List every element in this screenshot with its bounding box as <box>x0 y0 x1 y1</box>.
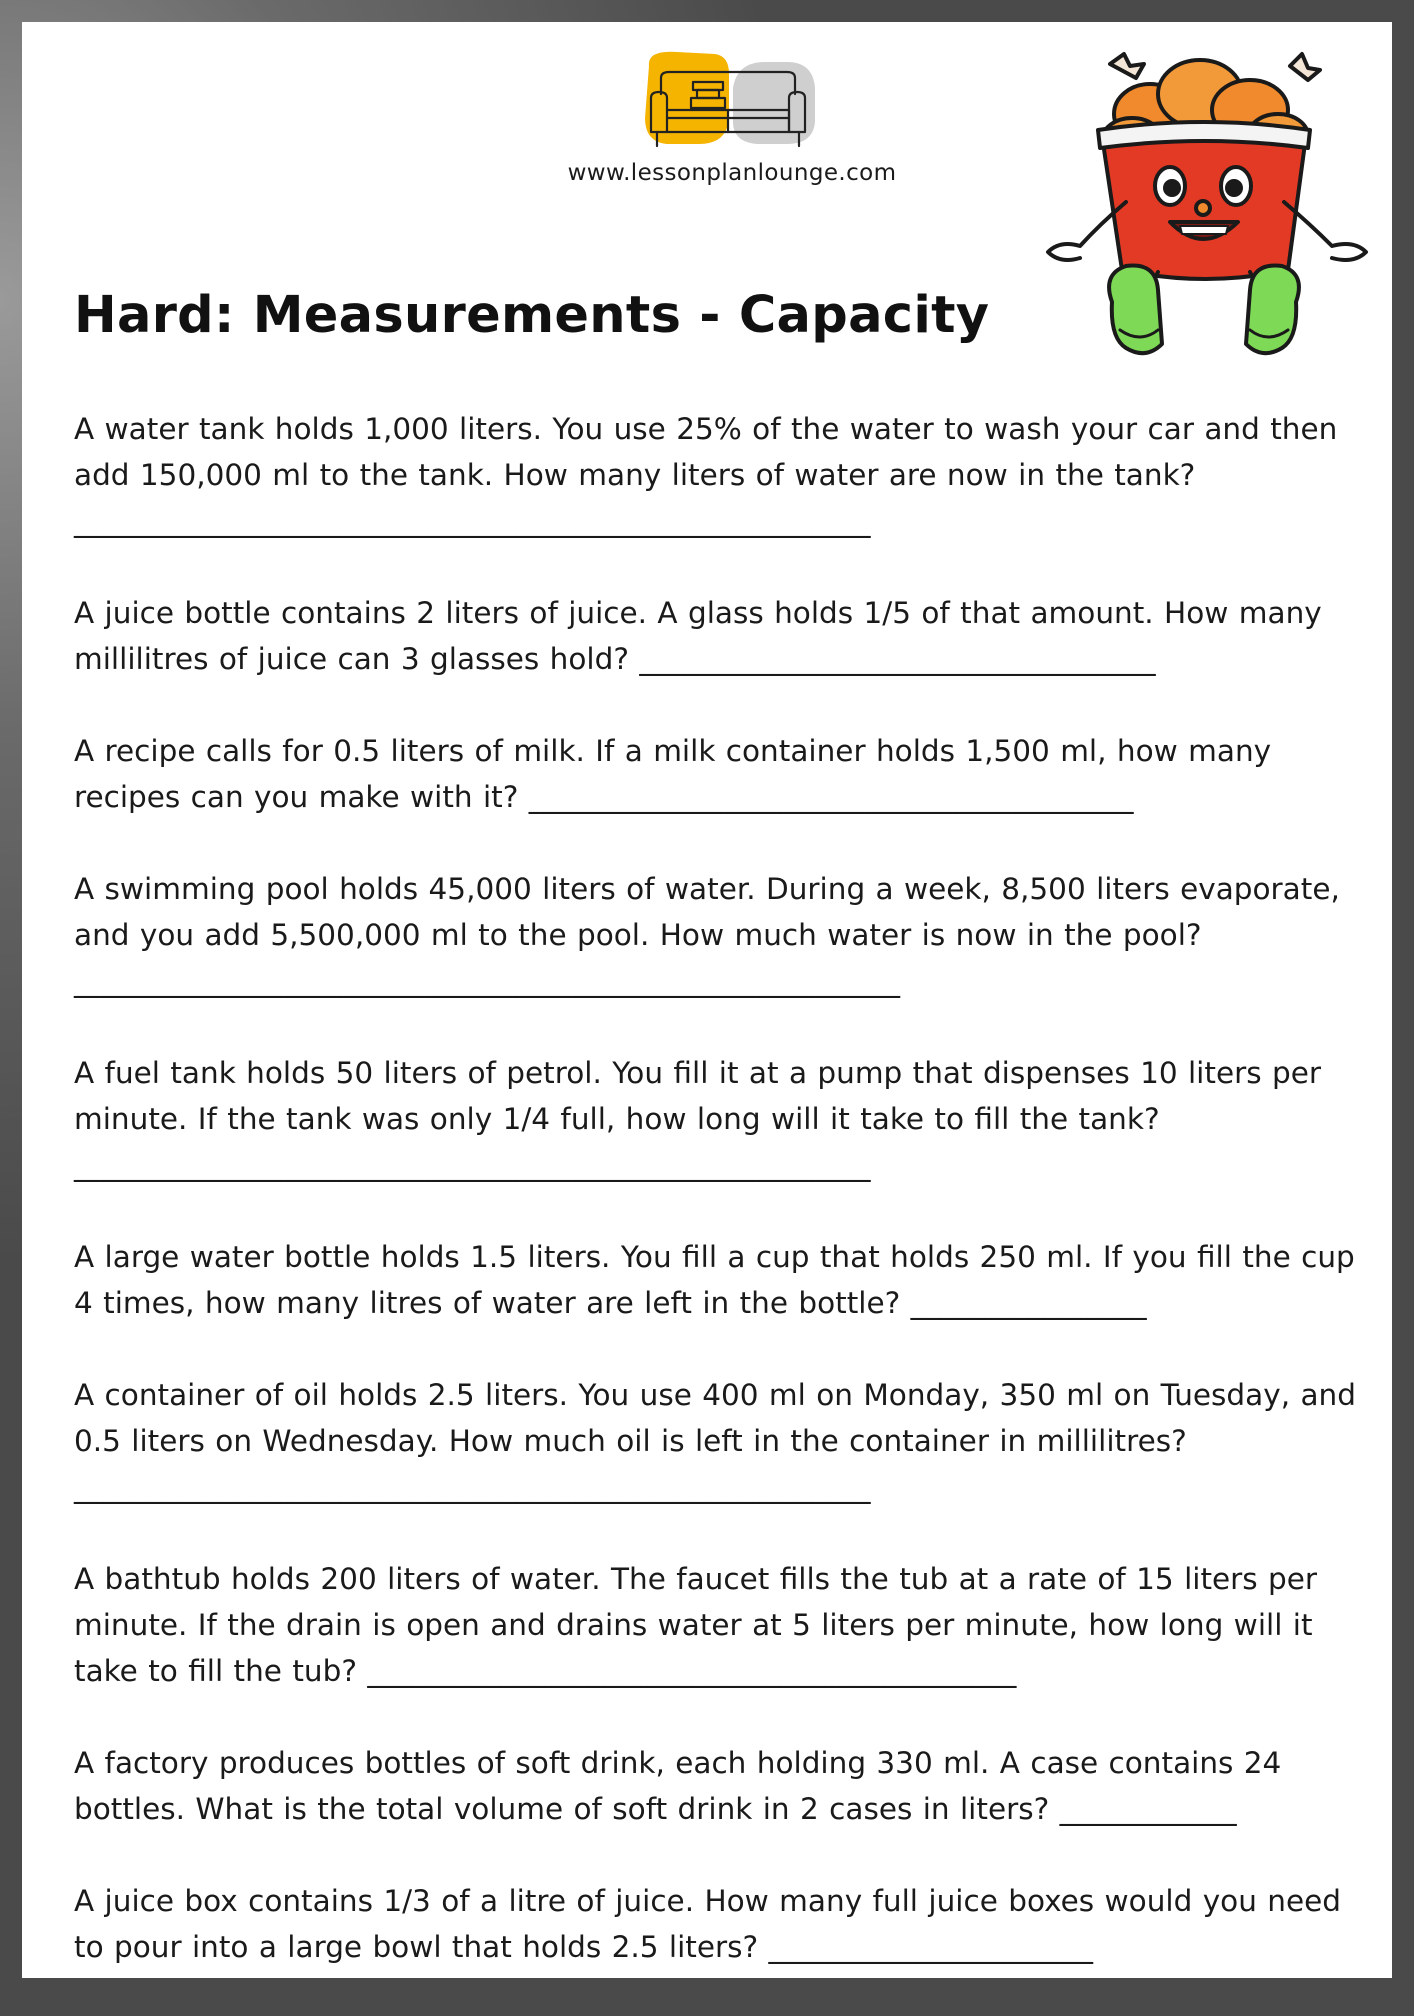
question-5: A fuel tank holds 50 liters of petrol. You fill it at a pump that dispenses 10 liters per minute. If the tank was only 1/4 full, how long will it take to fill the tank? ______________________________________________________ <box>74 1056 1321 1182</box>
question-9: A factory produces bottles of soft drink, each holding 330 ml. A case contains 24 bottles. What is the total volume of soft drink in 2 cases in liters? ____________ <box>74 1746 1292 1826</box>
question-1: A water tank holds 1,000 liters. You use 25% of the water to wash your car and then add 150,000 ml to the tank. How many liters of water are now in the tank? ______________________________________________________ <box>74 412 1338 538</box>
question-2: A juice bottle contains 2 liters of juice. A glass holds 1/5 of that amount. How many millilitres of juice can 3 glasses hold? ___________________________________ <box>74 596 1333 676</box>
question-6: A large water bottle holds 1.5 liters. You fill a cup that holds 250 ml. If you fill the cup 4 times, how many litres of water are left in the bottle? ________________ <box>74 1240 1366 1320</box>
chicken-bucket-mascot-icon <box>1040 44 1376 362</box>
question-4: A swimming pool holds 45,000 liters of water. During a week, 8,500 liters evaporate, and you add 5,500,000 ml to the pool. How much water is now in the pool? ________________________________________________________ <box>74 872 1351 998</box>
site-url: www.lessonplanlounge.com <box>567 160 897 186</box>
sofa-logo-icon <box>637 48 827 164</box>
question-3: A recipe calls for 0.5 liters of milk. If a milk container holds 1,500 ml, how many recipes can you make with it? _________________________________________ <box>74 734 1282 814</box>
question-8: A bathtub holds 200 liters of water. The faucet fills the tub at a rate of 15 liters per minute. If the drain is open and drains water at 5 liters per minute, how long will it take to fill the tub? ____________________________________________ <box>74 1562 1328 1688</box>
question-list <box>74 406 1364 2016</box>
question-7: A container of oil holds 2.5 liters. You use 400 ml on Monday, 350 ml on Tuesday, and 0.5 liters on Wednesday. How much oil is left in the container in millilitres? ______________________________________________________ <box>74 1378 1356 1504</box>
question-10: A juice box contains 1/3 of a litre of juice. How many full juice boxes would you need to pour into a large bowl that holds 2.5 liters? ______________________ <box>74 1884 1352 1964</box>
worksheet-page <box>22 22 1392 1978</box>
page-title: Hard: Measurements - Capacity <box>74 286 990 345</box>
